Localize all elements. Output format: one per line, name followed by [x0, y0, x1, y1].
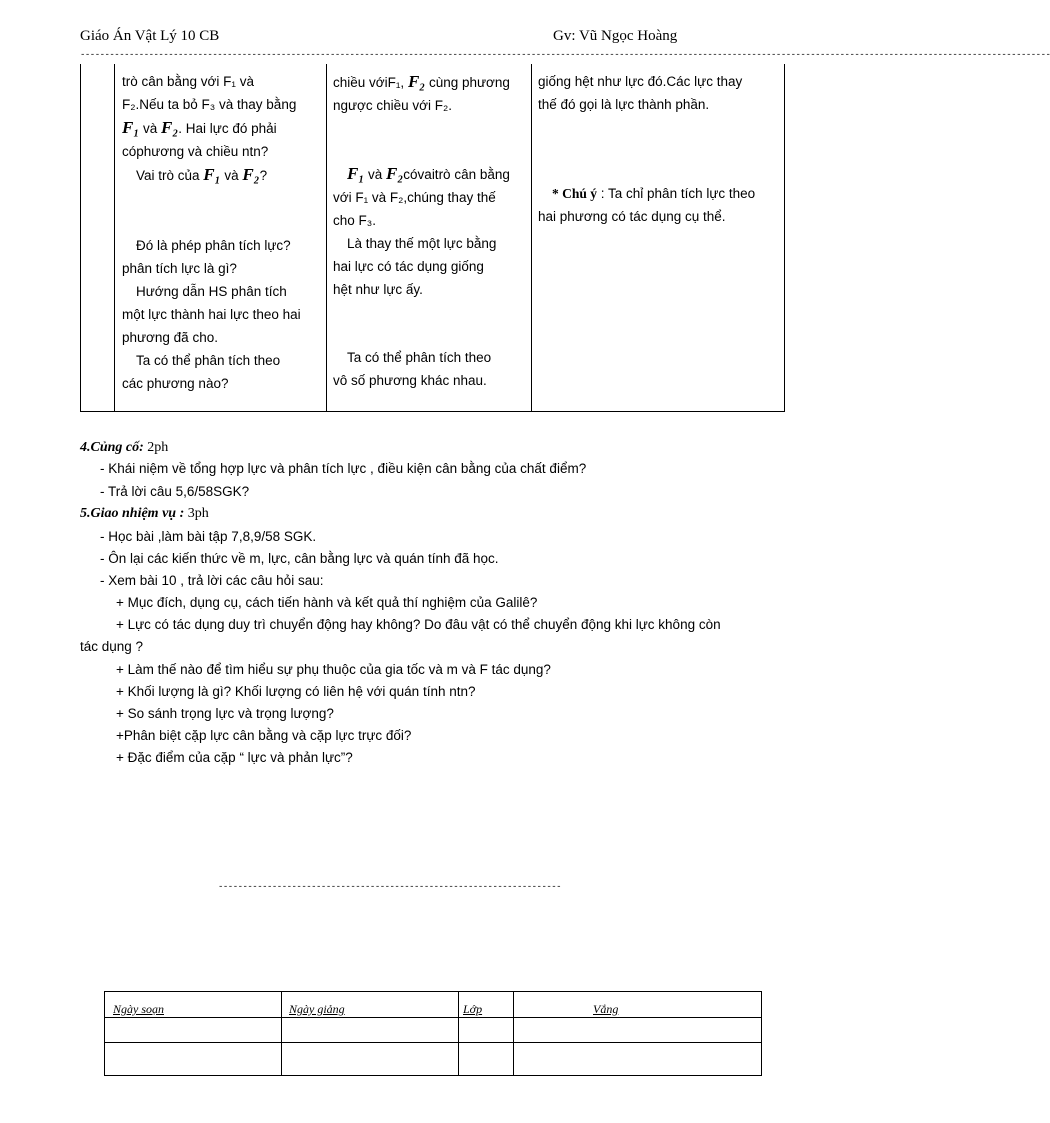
header-teacher: Gv: Vũ Ngọc Hoàng — [553, 28, 678, 44]
row-divider — [105, 1042, 761, 1043]
text-line: phân tích lực là gì? — [122, 261, 237, 276]
header-date-taught: Ngày giảng — [289, 1002, 345, 1016]
header-class: Lớp — [463, 1002, 483, 1016]
text-line: với F₁ và F₂,chúng thay thế — [333, 190, 496, 205]
question-item: + Làm thế nào để tìm hiểu sự phụ thuộc của gia tốc và m và F tác dụng? — [116, 662, 551, 677]
text-line: hệt như lực ấy. — [333, 282, 423, 297]
homework-item: - Ôn lại các kiến thức về m, lực, cân bằng lực và quán tính đã học. — [100, 551, 499, 566]
text-line: phương đã cho. — [122, 330, 218, 345]
vector-f1: F₁ — [122, 118, 140, 137]
text-line: ngược chiều với F₂. — [333, 98, 453, 113]
text-line: trò cân bằng với F₁ và — [122, 74, 254, 89]
student-activity-column — [326, 64, 531, 411]
text-line: Hướng dẫn HS phân tích — [136, 284, 287, 299]
row-divider — [105, 1017, 761, 1018]
col-divider — [281, 992, 282, 1075]
text-span: Vai trò của — [136, 168, 204, 183]
text-line: một lực thành hai lực theo hai — [122, 307, 301, 322]
consolidation-item: - Trả lời câu 5,6/58SGK? — [100, 484, 250, 499]
header-divider: ------------------------------------------------------------------------------------------------------------------------------------------------------------------------------------------------------ — [80, 50, 1050, 60]
question-item: +Phân biệt cặp lực cân bằng và cặp lực trực đối? — [116, 728, 412, 743]
question-item: + So sánh trọng lực và trọng lượng? — [116, 706, 334, 721]
text-line: thế đó gọi là lực thành phần. — [538, 97, 710, 112]
teacher-activity-column — [114, 64, 326, 411]
text-line: hai phương có tác dụng cụ thể. — [538, 209, 726, 224]
vector-f1: F₁ — [347, 164, 365, 183]
text-line — [333, 162, 527, 186]
col2-block-2 — [333, 162, 527, 301]
col1-line — [122, 70, 325, 187]
col3-block-1 — [538, 70, 782, 116]
question-item: + Mục đích, dụng cụ, cách tiến hành và kết quả thí nghiệm của Galilê? — [116, 595, 538, 610]
text-line: Đó là phép phân tích lực? — [136, 238, 291, 253]
section-time: 3ph — [184, 506, 209, 521]
vector-f2: F₂ — [161, 118, 179, 137]
text-span: cóvaitrò cân bằng — [403, 167, 510, 182]
text-line — [333, 70, 527, 94]
vector-f2: F₂ — [242, 165, 260, 184]
schedule-table — [104, 991, 762, 1076]
consolidation-item: - Khái niệm về tổng hợp lực và phân tích lực , điều kiện cân bằng của chất điểm? — [100, 461, 587, 476]
consolidation-heading — [80, 440, 168, 456]
col-divider — [458, 992, 459, 1075]
text-line — [122, 116, 325, 140]
text-line: Là thay thế một lực bằng — [347, 236, 497, 251]
col-divider — [513, 992, 514, 1075]
text-line: vô số phương khác nhau. — [333, 373, 487, 388]
text-span: ? — [259, 168, 268, 183]
text-line: Ta có thể phân tích theo — [347, 350, 492, 365]
text-line: cóphương và chiều ntn? — [122, 144, 269, 159]
text-span: và — [220, 168, 243, 183]
homework-item: - Xem bài 10 , trả lời các câu hỏi sau: — [100, 573, 324, 588]
homework-item: - Học bài ,làm bài tập 7,8,9/58 SGK. — [100, 529, 317, 544]
note-label: * Chú ý — [552, 186, 598, 201]
section-title: 4.Củng cố: — [80, 440, 144, 455]
col1-block-2 — [122, 234, 325, 395]
text-span: . Hai lực đó phải — [178, 121, 277, 136]
text-line: cho F₃. — [333, 213, 377, 228]
text-line: hai lực có tác dụng giống — [333, 259, 484, 274]
note-line — [538, 182, 782, 205]
vector-f2: F₂ — [386, 164, 404, 183]
vector-f2: F₂ — [407, 72, 426, 91]
text-line: F₂.Nếu ta bỏ F₃ và thay bằng — [122, 97, 297, 112]
text-span: và — [139, 121, 162, 136]
text-line: Ta có thể phân tích theo — [136, 353, 281, 368]
section-separator: ---------------------------------------------------------------------- — [218, 882, 562, 892]
lesson-table — [80, 64, 785, 412]
header-date-prepared: Ngày soạn — [113, 1002, 164, 1016]
section-title: 5.Giao nhiệm vụ : — [80, 506, 185, 521]
text-line: giống hệt như lực đó.Các lực thay — [538, 74, 743, 89]
homework-heading — [80, 506, 209, 522]
vector-f1: F₁ — [203, 165, 221, 184]
text-span: chiều vớiF₁, — [333, 75, 408, 90]
text-span: cùng phương — [425, 75, 510, 90]
text-line — [122, 163, 325, 187]
header-absent: Vắng — [593, 1002, 619, 1016]
text-span: : Ta chỉ phân tích lực theo — [597, 186, 756, 201]
question-item: tác dụng ? — [80, 639, 144, 654]
text-line: các phương nào? — [122, 376, 229, 391]
header-title: Giáo Án Vật Lý 10 CB — [80, 28, 220, 44]
question-item: + Đặc điểm của cặp “ lực và phản lực”? — [116, 750, 353, 765]
col2-block-1 — [333, 70, 527, 117]
question-item: + Khối lượng là gì? Khối lượng có liên hệ với quán tính ntn? — [116, 684, 476, 699]
content-column — [531, 64, 786, 411]
col3-block-2 — [538, 182, 782, 228]
col2-block-3 — [333, 346, 527, 392]
text-span: và — [364, 167, 387, 182]
question-item: + Lực có tác dụng duy trì chuyển động hay không? Do đâu vật có thể chuyển động khi lực không còn — [116, 617, 721, 632]
section-time: 2ph — [143, 440, 169, 455]
